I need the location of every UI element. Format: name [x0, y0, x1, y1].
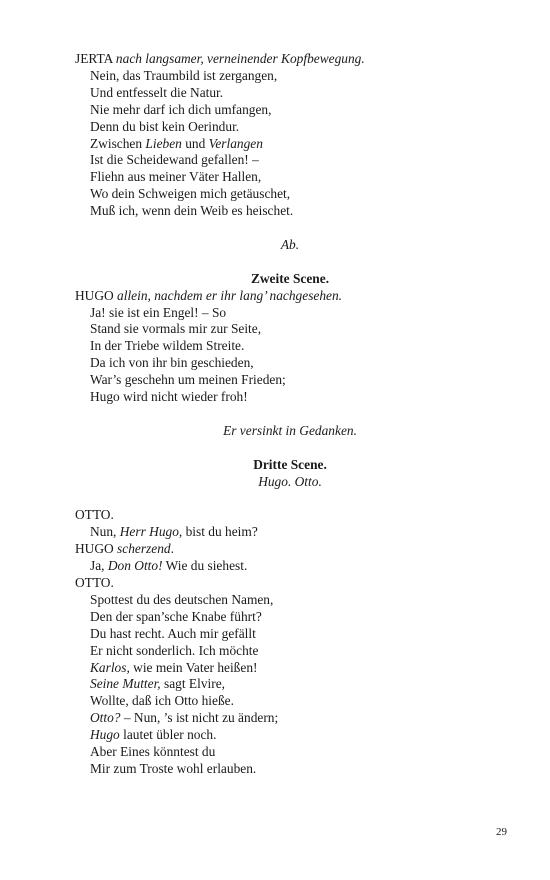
verse-line: [75, 676, 505, 693]
verse-line: Ist die Scheidewand gefallen! –: [90, 152, 259, 168]
verse-line: Muß ich, wenn dein Weib es heischet.: [90, 203, 294, 219]
verse-line: Stand sie vormals mir zur Seite,: [90, 321, 262, 337]
verse-fragment: Zwischen: [90, 135, 146, 151]
spacer: [75, 406, 505, 423]
verse-line: Nie mehr darf ich dich umfangen,: [90, 101, 272, 117]
verse-line: Wo dein Schweigen mich getäuschet,: [90, 186, 291, 202]
play-text: [75, 51, 505, 778]
verse-line: Denn du bist kein Oerindur.: [90, 118, 240, 134]
speaker-line-jerta: [75, 51, 505, 68]
verse-line: [75, 558, 505, 575]
verse-emphasis: Otto?: [90, 710, 121, 726]
verse-emphasis: Herr Hugo,: [119, 524, 183, 540]
speaker-name: JERTA: [75, 51, 113, 66]
speaker-name: OTTO.: [75, 507, 114, 523]
verse-line: [75, 524, 505, 541]
speaker-line-hugo: [75, 541, 505, 558]
speaker-name: OTTO.: [75, 575, 114, 591]
closing-direction: [75, 423, 505, 440]
verse-line: In der Triebe wildem Streite.: [90, 338, 245, 354]
speaker-line-hugo: [75, 288, 505, 305]
verse-line: Hugo wird nicht wieder froh!: [90, 389, 248, 405]
verse-line: Ja! sie ist ein Engel! – So: [90, 304, 227, 320]
verse-line: [75, 136, 505, 153]
verse-fragment: Nun,: [90, 524, 120, 540]
verse-emphasis: Lieben: [145, 135, 182, 151]
verse-line: Da ich von ihr bin geschieden,: [90, 355, 254, 371]
verse-emphasis: Don Otto!: [107, 558, 163, 574]
spacer: [75, 440, 505, 457]
verse-emphasis: Seine Mutter,: [90, 676, 161, 692]
scene-heading: Dritte Scene.: [253, 456, 327, 472]
verse-fragment: – Nun, ’s ist nicht zu ändern;: [120, 710, 279, 726]
verse-line: Nein, das Traumbild ist zergangen,: [90, 67, 278, 83]
verse-line: Wollte, daß ich Otto hieße.: [90, 693, 234, 709]
spacer: [75, 491, 505, 508]
verse-line: War’s geschehn um meinen Frieden;: [90, 372, 286, 388]
speaker-name: HUGO: [75, 541, 114, 557]
verse-line: Mir zum Troste wohl erlauben.: [90, 760, 257, 776]
dramatis-personae: [75, 474, 505, 491]
verse-line: Spottest du des deutschen Namen,: [90, 591, 274, 607]
verse-fragment: sagt Elvire,: [160, 676, 225, 692]
verse-fragment: Wie du siehest.: [162, 558, 248, 574]
verse-emphasis: Hugo: [90, 727, 120, 743]
stage-direction: scherzend: [117, 541, 171, 557]
punctuation: .: [170, 541, 174, 557]
verse-emphasis: Karlos,: [90, 659, 130, 675]
verse-line: Aber Eines könntest du: [90, 744, 216, 760]
exit-text: Ab.: [280, 236, 300, 252]
exit-direction: [75, 237, 505, 254]
speaker-name: HUGO: [75, 287, 114, 303]
stage-direction: allein, nachdem er ihr lang’ nachgesehen.: [117, 287, 343, 303]
closing-text: Er versinkt in Gedanken.: [223, 422, 357, 438]
verse-line: Und entfesselt die Natur.: [90, 84, 224, 100]
page-number: 29: [496, 826, 507, 838]
spacer: [75, 220, 505, 237]
verse-fragment: Ja,: [90, 558, 108, 574]
verse-emphasis: Verlangen: [208, 135, 263, 151]
verse-line: Fliehn aus meiner Väter Hallen,: [90, 169, 262, 185]
verse-fragment: bist du heim?: [182, 524, 258, 540]
verse-fragment: lautet übler noch.: [119, 727, 217, 743]
scene-heading: Zweite Scene.: [250, 270, 330, 286]
spacer: [75, 254, 505, 271]
verse-fragment: und: [181, 135, 209, 151]
verse-line: [75, 710, 505, 727]
verse-line: Den der span’sche Knabe führt?: [90, 608, 262, 624]
persons-text: Hugo. Otto.: [258, 473, 322, 489]
verse-line: [75, 727, 505, 744]
verse-fragment: wie mein Vater heißen!: [129, 659, 258, 675]
verse-line: Er nicht sonderlich. Ich möchte: [90, 642, 259, 658]
verse-line: [75, 660, 505, 677]
stage-direction: nach langsamer, verneinender Kopfbewegung.: [115, 51, 365, 66]
verse-line: Du hast recht. Auch mir gefällt: [90, 625, 256, 641]
